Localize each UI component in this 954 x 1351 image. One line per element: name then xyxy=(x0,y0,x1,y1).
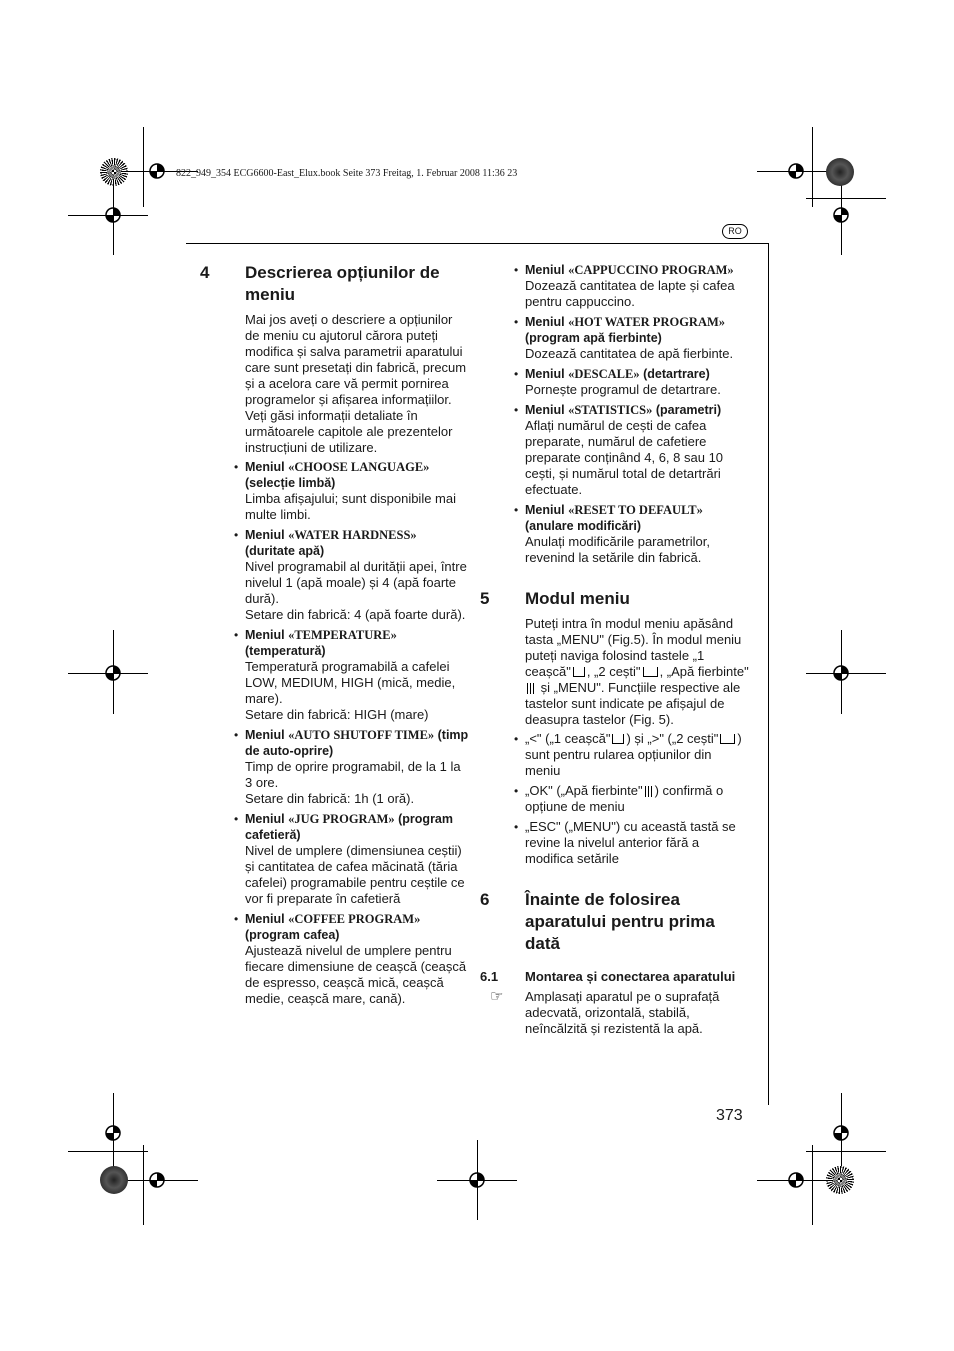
subsection-title: Montarea și conectarea aparatului xyxy=(525,969,736,984)
registration-target-icon xyxy=(785,1169,807,1191)
section-title: Înainte de folosirea aparatului pentru prima dată xyxy=(525,890,715,953)
item-text: ) și „>" („2 cești" xyxy=(626,731,719,746)
menu-option-item xyxy=(480,502,750,566)
item-suffix: (duritate apă) xyxy=(245,544,325,558)
intro-text: Puteți intra în modul meniu apăsând tasta „MENU" (Fig.5). În modul meniu puteți naviga folosind tastele „1 ceașcă" xyxy=(525,616,742,679)
bullet: • xyxy=(234,812,239,826)
item-description: Ajustează nivelul de umplere pentru fiecare dimensiune de ceașcă (ceașcă de espresso, ceașcă mică, ceașcă medie, ceașcă mare, cană). xyxy=(245,943,467,1006)
crop-mark xyxy=(806,1151,886,1152)
item-description: Limba afișajului; sunt disponibile mai multe limbi. xyxy=(245,491,457,522)
menu-option-item xyxy=(200,911,470,1007)
item-description: Pornește programul de detartrare. xyxy=(525,382,721,397)
hot-water-icon xyxy=(645,786,653,797)
registration-target-icon xyxy=(102,1122,124,1144)
item-text: „OK" („Apă fierbinte" xyxy=(525,783,643,798)
hot-water-icon xyxy=(527,683,535,694)
registration-target-icon xyxy=(785,160,807,182)
item-prefix: Meniul xyxy=(245,528,289,542)
one-cup-icon xyxy=(573,667,585,677)
factory-setting: Setare din fabrică: HIGH (mare) xyxy=(245,707,429,722)
left-column xyxy=(200,262,470,1011)
menu-option-item xyxy=(200,627,470,723)
item-suffix: (parametri) xyxy=(652,403,722,417)
bullet: • xyxy=(514,367,519,381)
item-suffix: (anulare modificări) xyxy=(525,519,641,533)
item-text: „ESC" („MENU") cu această tastă se revine la nivelul anterior fără a modifica setările xyxy=(525,819,736,866)
menu-option-item xyxy=(200,459,470,523)
item-prefix: Meniul xyxy=(245,912,289,926)
section-number: 6 xyxy=(480,890,490,909)
section-4-heading xyxy=(200,262,470,306)
menu-option-item xyxy=(480,366,750,398)
bullet: • xyxy=(514,403,519,417)
menu-option-item xyxy=(200,727,470,807)
item-description: Nivel programabil al durității apei, între nivelul 1 (apă moale) și 4 (apă foarte dură). xyxy=(245,559,467,606)
bullet: • xyxy=(234,728,239,742)
menu-name: «TEMPERATURE» xyxy=(288,628,397,642)
pointing-hand-icon: ☞ xyxy=(490,988,504,1005)
item-suffix: (program cafea) xyxy=(245,928,340,942)
item-prefix: Meniul xyxy=(525,367,569,381)
color-rosette-icon xyxy=(100,1166,128,1194)
section-4-intro: Mai jos aveți o descriere a opțiunilor de meniu cu ajutorul cărora puteți modifica și salva parametrii aparatului care sunt presetați din fabrică, precum și a acelora care vă permit pornirea programelor și afișarea informațiilor. Veți găsi informații detaliate în următoarele capitole ale prezentelor instrucțiuni de utilizare. xyxy=(245,312,467,455)
section-title: Modul meniu xyxy=(525,589,630,608)
registration-target-icon xyxy=(830,662,852,684)
bullet: • xyxy=(514,315,519,329)
one-cup-icon xyxy=(612,734,624,744)
menu-option-item xyxy=(200,811,470,907)
subsection-number: 6.1 xyxy=(480,969,499,984)
crop-mark xyxy=(68,1151,148,1152)
bullet: • xyxy=(234,528,239,542)
section-5-heading xyxy=(480,588,750,610)
top-rule xyxy=(186,243,768,244)
menu-name: «JUG PROGRAM» xyxy=(288,812,395,826)
section-5-intro xyxy=(480,616,750,728)
registration-target-icon xyxy=(102,204,124,226)
item-prefix: Meniul xyxy=(525,403,569,417)
note-text: Amplasați aparatul pe o suprafață adecvată, orizontală, stabilă, neîncălzită și rezistentă la apă. xyxy=(525,989,720,1036)
bullet: • xyxy=(514,503,519,517)
menu-option-item xyxy=(480,314,750,362)
note-item xyxy=(480,989,750,1037)
intro-text: , „2 cești" xyxy=(586,664,641,679)
color-rosette-icon xyxy=(100,158,128,186)
menu-name: «AUTO SHUTOFF TIME» xyxy=(288,728,435,742)
key-function-item xyxy=(480,783,750,815)
menu-option-item xyxy=(480,262,750,310)
bullet: • xyxy=(234,460,239,474)
language-badge: RO xyxy=(722,224,748,239)
crop-mark xyxy=(812,127,813,207)
item-suffix: (detartrare) xyxy=(639,367,710,381)
item-prefix: Meniul xyxy=(245,628,289,642)
registration-target-icon xyxy=(146,1169,168,1191)
menu-name: «DESCALE» xyxy=(568,367,640,381)
menu-name: «CAPPUCCINO PROGRAM» xyxy=(568,263,734,277)
registration-target-icon xyxy=(466,1169,488,1191)
bullet: • xyxy=(234,628,239,642)
key-function-item xyxy=(480,731,750,779)
item-prefix: Meniul xyxy=(525,263,569,277)
item-description: Anulați modificările parametrilor, revenind la setările din fabrică. xyxy=(525,534,710,565)
registration-target-icon xyxy=(830,1122,852,1144)
bullet: • xyxy=(514,784,519,798)
bullet: • xyxy=(514,263,519,277)
page-number: 373 xyxy=(716,1107,743,1124)
crop-mark xyxy=(143,1145,144,1225)
section-number: 5 xyxy=(480,589,490,608)
item-prefix: Meniul xyxy=(245,812,289,826)
item-description: Timp de oprire programabil, de la 1 la 3 ore. xyxy=(245,759,461,790)
item-prefix: Meniul xyxy=(245,460,289,474)
menu-name: «STATISTICS» xyxy=(568,403,653,417)
crop-mark xyxy=(806,198,886,199)
section-title: Descrierea opțiunilor de meniu xyxy=(245,263,440,304)
item-prefix: Meniul xyxy=(525,315,569,329)
intro-text: , „Apă fierbinte" xyxy=(659,664,749,679)
item-description: Dozează cantitatea de apă fierbinte. xyxy=(525,346,734,361)
registration-target-icon xyxy=(830,204,852,226)
bullet: • xyxy=(234,912,239,926)
menu-option-item xyxy=(480,402,750,498)
crop-mark xyxy=(812,1145,813,1225)
crop-mark xyxy=(143,127,144,207)
menu-name: «WATER HARDNESS» xyxy=(288,528,417,542)
factory-setting: Setare din fabrică: 4 (apă foarte dură). xyxy=(245,607,466,622)
color-rosette-icon xyxy=(826,1166,854,1194)
item-description: Dozează cantitatea de lapte și cafea pentru cappuccino. xyxy=(525,278,735,309)
bullet: • xyxy=(514,732,519,746)
item-suffix: (program cafetieră) xyxy=(245,812,453,842)
item-suffix: (selecție limbă) xyxy=(245,476,336,490)
item-prefix: Meniul xyxy=(245,728,289,742)
menu-name: «CHOOSE LANGUAGE» xyxy=(288,460,430,474)
item-description: Temperatură programabilă a cafelei LOW, MEDIUM, HIGH (mică, medie, mare). xyxy=(245,659,456,706)
color-rosette-icon xyxy=(826,158,854,186)
item-text: „<" („1 ceașcă" xyxy=(525,731,611,746)
menu-name: «RESET TO DEFAULT» xyxy=(568,503,703,517)
two-cups-icon xyxy=(720,734,735,744)
section-6-heading xyxy=(480,889,750,955)
menu-name: «COFFEE PROGRAM» xyxy=(288,912,421,926)
file-info-header: 822_949_354 ECG6600-East_Elux.book Seite 373 Freitag, 1. Februar 2008 11:36 23 xyxy=(176,168,518,179)
two-cups-icon xyxy=(643,667,658,677)
item-suffix: (temperatură) xyxy=(245,644,326,658)
subsection-6-1-heading xyxy=(480,969,750,985)
registration-target-icon xyxy=(146,160,168,182)
bullet: • xyxy=(514,820,519,834)
key-function-item xyxy=(480,819,750,867)
section-number: 4 xyxy=(200,263,210,282)
item-suffix: (program apă fierbinte) xyxy=(525,331,662,345)
item-prefix: Meniul xyxy=(525,503,569,517)
factory-setting: Setare din fabrică: 1h (1 oră). xyxy=(245,791,415,806)
menu-option-item xyxy=(200,527,470,623)
item-description: Aflați numărul de cești de cafea preparate, numărul de cafetiere preparate conținând 4, 6, 8 sau 10 cești, și numărul total de detartrări efectuate. xyxy=(525,418,724,497)
item-description: Nivel de umplere (dimensiunea ceștii) și cantitatea de cafea măcinată (tăria cafelei) programabile pentru ceștile ce vor fi preparate în cafetieră xyxy=(245,843,465,906)
item-suffix: (timp de auto-oprire) xyxy=(245,728,469,758)
registration-target-icon xyxy=(102,662,124,684)
right-column xyxy=(480,262,750,1041)
right-rule xyxy=(768,243,769,1105)
item-text: ) sunt pentru rularea opțiunilor din meniu xyxy=(525,731,742,778)
menu-name: «HOT WATER PROGRAM» xyxy=(568,315,726,329)
intro-text: și „MENU". Funcțiile respective ale tastelor sunt indicate pe afișajul de deasupra tastelor (Fig. 5). xyxy=(525,680,741,727)
item-text: ) confirmă o opțiune de meniu xyxy=(525,783,724,814)
